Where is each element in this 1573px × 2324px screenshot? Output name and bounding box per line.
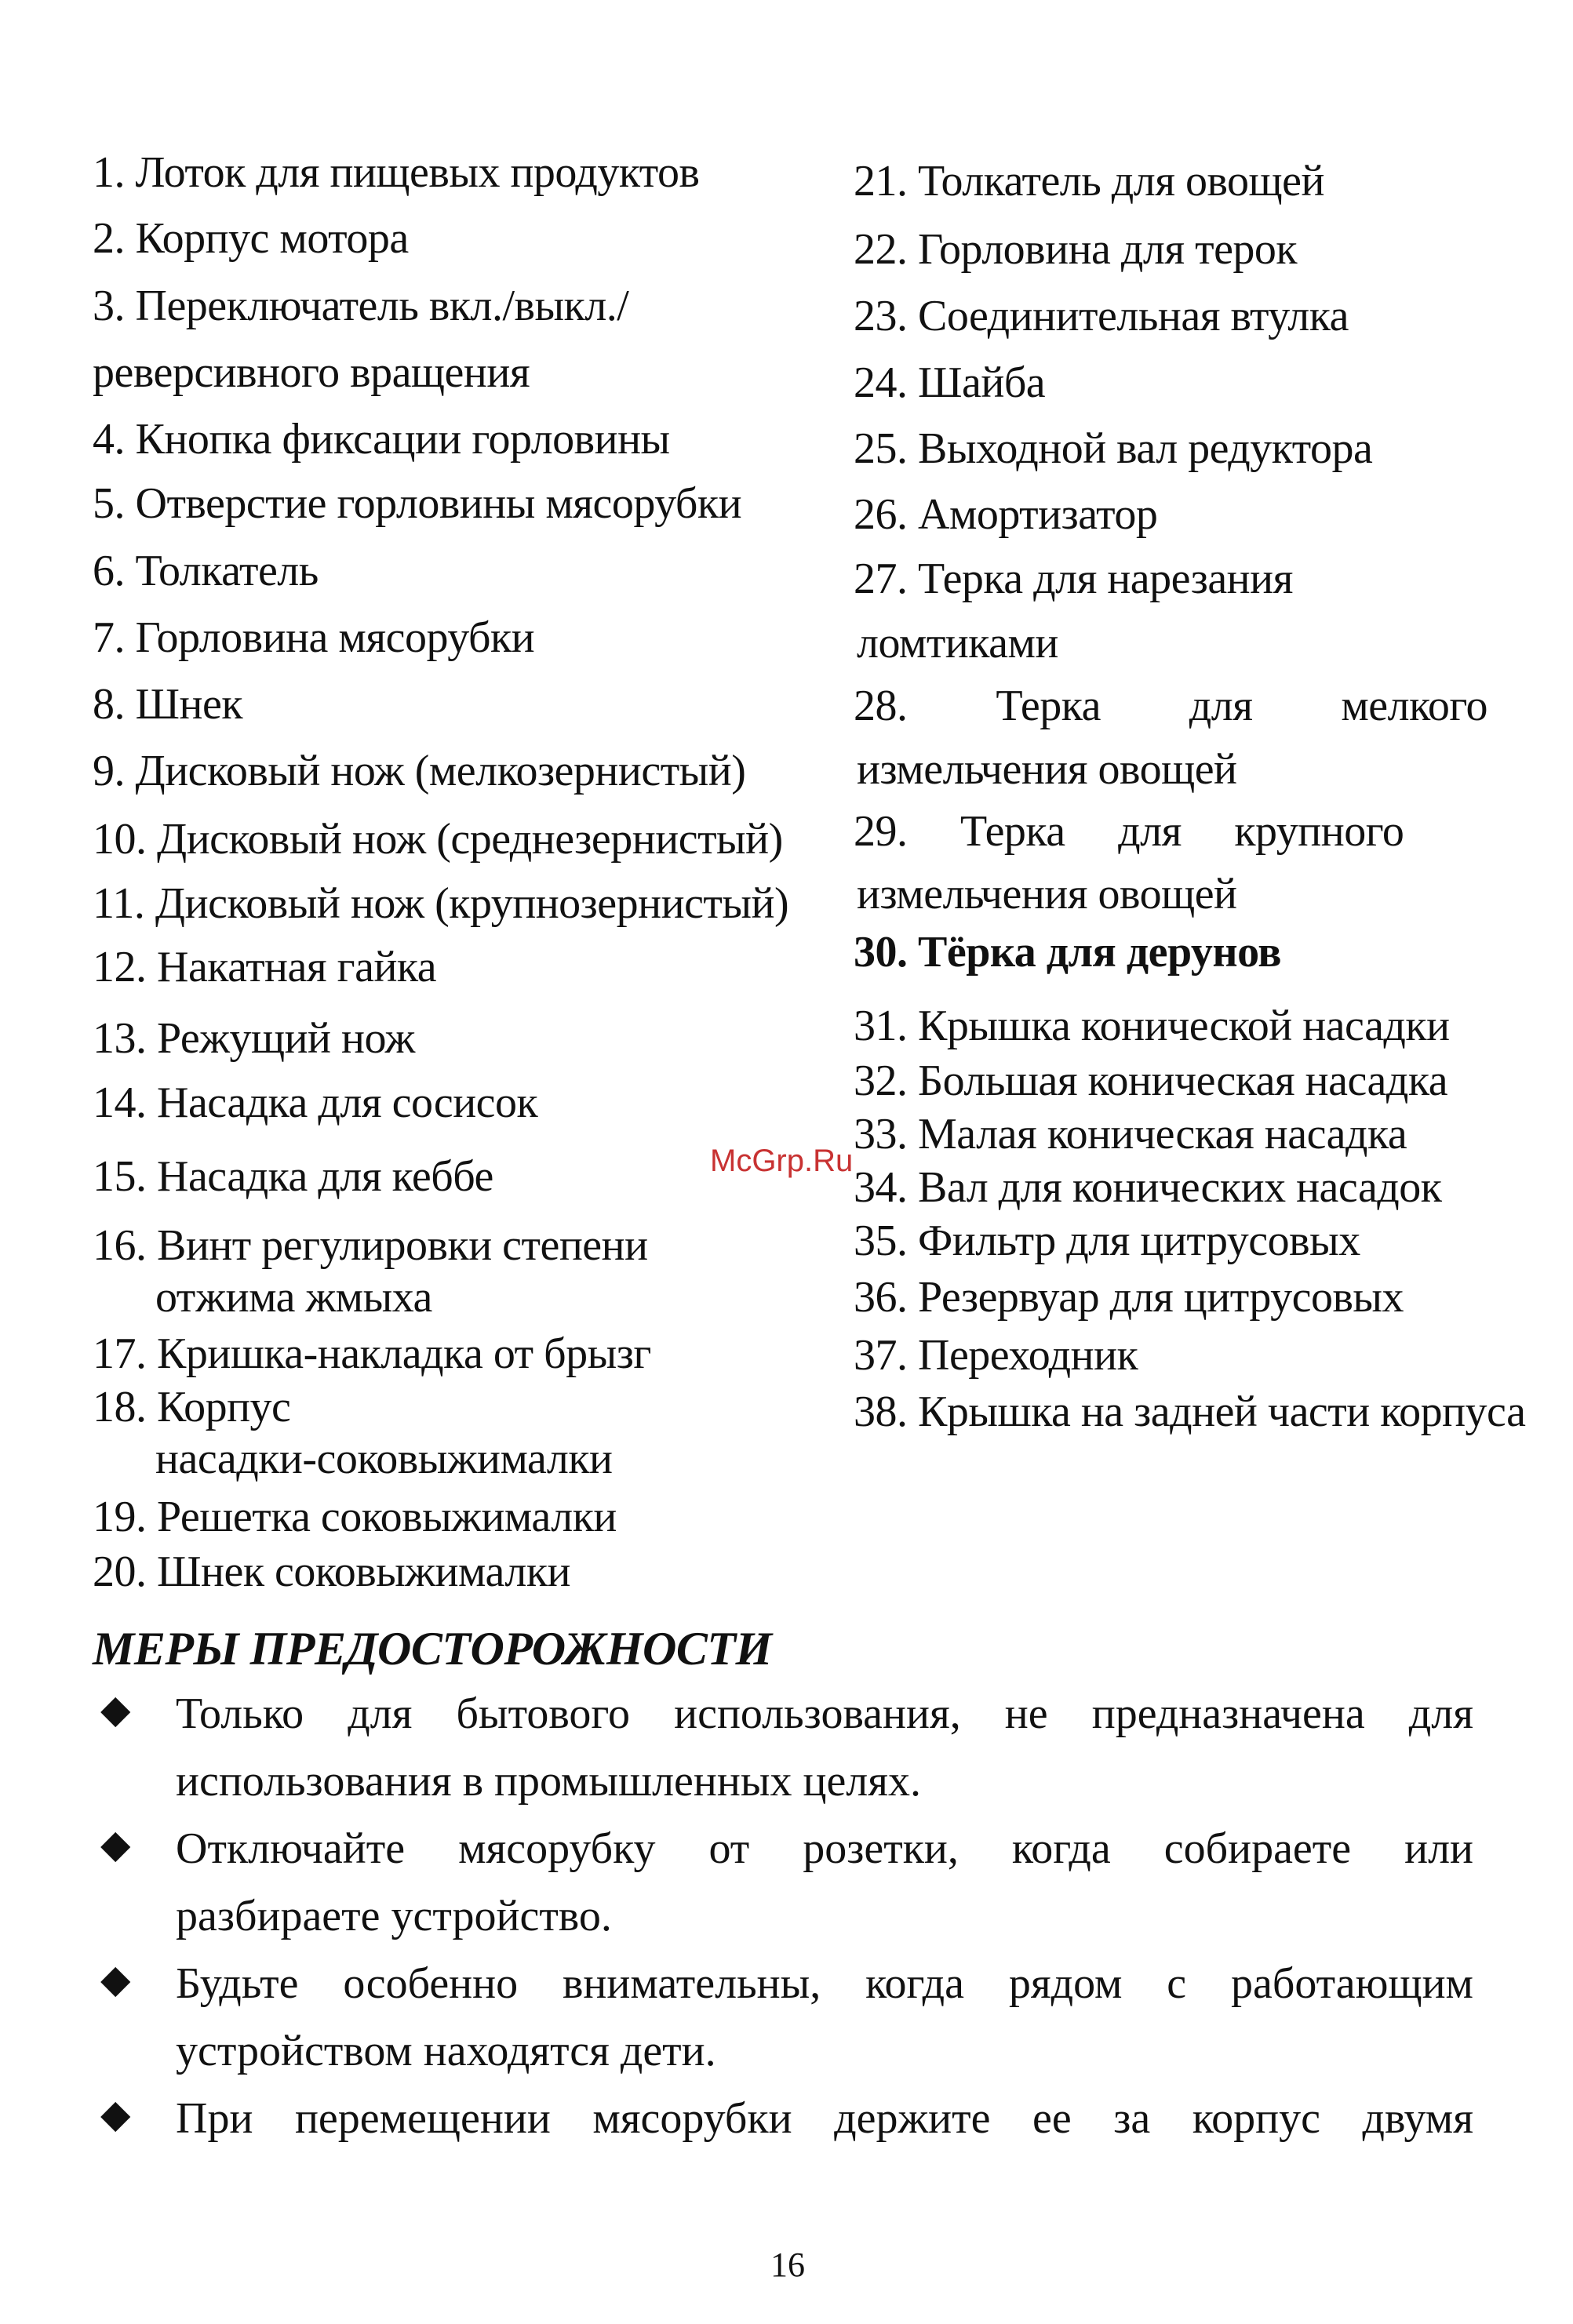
list-item: 29. Терка для крупного [854,807,1404,856]
list-item: 36. Резервуар для цитрусовых [854,1273,1404,1322]
list-item: 24. Шайба [854,358,1046,407]
list-item: 14. Насадка для сосисок [93,1078,538,1127]
precaution-line: разбираете устройство. [176,1892,612,1940]
list-item: 8. Шнек [93,680,243,729]
section-title: МЕРЫ ПРЕДОСТОРОЖНОСТИ [93,1623,772,1675]
list-item: 15. Насадка для кеббе [93,1152,493,1201]
list-item: 21. Толкатель для овощей [854,157,1324,205]
list-item: 35. Фильтр для цитрусовых [854,1217,1360,1265]
list-item: 32. Большая коническая насадка [854,1057,1448,1105]
list-item: 11. Дисковый нож (крупнозернистый) [93,879,789,928]
bullet-diamond-icon: ◆ [100,1957,131,2001]
list-item: измельчения овощей [857,745,1237,794]
list-item: 31. Крышка конической насадки [854,1002,1450,1050]
list-item: 3. Переключатель вкл./выкл./ [93,282,629,330]
list-item: 18. Корпус [93,1383,291,1431]
precaution-line: При перемещении мясорубки держите ее за корпус двумя [176,2094,1473,2143]
precaution-line: устройством находятся дети. [176,2027,716,2075]
watermark: McGrp.Ru [710,1144,854,1178]
list-item: 9. Дисковый нож (мелкозернистый) [93,747,746,795]
precaution-item [93,1950,1473,2085]
list-item: 2. Корпус мотора [93,214,409,263]
list-item: 1. Лоток для пищевых продуктов [93,148,700,197]
list-item: 30. Тёрка для дерунов [854,928,1282,977]
list-item: 10. Дисковый нож (среднезернистый) [93,815,783,864]
list-item: 4. Кнопка фиксации горловины [93,415,670,464]
list-item: 7. Горловина мясорубки [93,613,535,662]
list-item: 37. Переходник [854,1331,1138,1380]
bullet-diamond-icon: ◆ [100,1687,131,1731]
list-item: 34. Вал для конических насадок [854,1163,1442,1212]
precaution-line: Отключайте мясорубку от розетки, когда собираете или [176,1824,1473,1873]
list-item: 19. Решетка соковыжималки [93,1493,617,1541]
list-item: реверсивного вращения [93,348,530,397]
precaution-item [93,2085,1473,2152]
list-item: 25. Выходной вал редуктора [854,424,1373,473]
list-item: 28. Терка для мелкого [854,682,1487,730]
list-item: 22. Горловина для терок [854,225,1298,274]
page-number: 16 [770,2246,805,2284]
list-item: 38. Крышка на задней части корпуса [854,1387,1526,1436]
list-item: 17. Кришка-накладка от брызг [93,1329,651,1378]
list-item: 12. Накатная гайка [93,943,437,991]
list-item: 26. Амортизатор [854,490,1158,539]
bullet-diamond-icon: ◆ [100,1822,131,1866]
list-item: 27. Терка для нарезания [854,555,1293,603]
list-item: 13. Режущий нож [93,1014,415,1063]
precaution-item [93,1815,1473,1950]
precaution-item [93,1680,1473,1815]
list-item: измельчения овощей [857,870,1237,918]
precaution-line: использования в промышленных целях. [176,1757,922,1806]
list-item: 5. Отверстие горловины мясорубки [93,479,742,528]
list-item: отжима жмыха [155,1273,432,1322]
list-item: 16. Винт регулировки степени [93,1221,648,1270]
precaution-line: Только для бытового использования, не предназначена для [176,1689,1473,1738]
list-item: насадки-соковыжималки [155,1435,613,1483]
list-item: 20. Шнек соковыжималки [93,1548,570,1596]
list-item: ломтиками [857,619,1058,667]
bullet-diamond-icon: ◆ [100,2092,131,2136]
precaution-line: Будьте особенно внимательны, когда рядом с работающим [176,1959,1473,2008]
list-item: 6. Толкатель [93,547,319,595]
list-item: 33. Малая коническая насадка [854,1110,1407,1158]
list-item: 23. Соединительная втулка [854,292,1349,340]
